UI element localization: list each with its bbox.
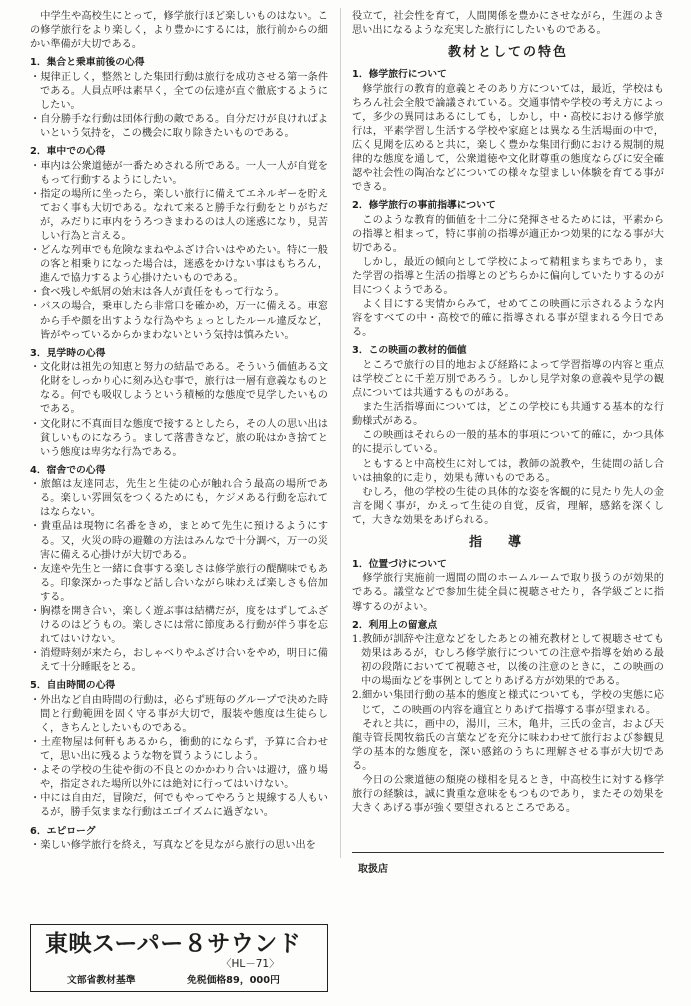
list-item: ・ バスの場合，乗車したら非常口を確かめ，万一に備える。車窓から手や顔を出すような行為やちょっとしたルール違反など，皆がやっているからかまわないという気持は慎みたい。 — [30, 300, 328, 342]
section-heading-on-train: 2．車中での心得 — [30, 146, 106, 158]
body-paragraph: 今日の公衆道徳の頽廃の様相を見るとき，中高校生に対する修学旅行の経験は，誠に貴重な意味をもつものであり，またその効果を大きくあげる事が強く要望されるところである。 — [352, 774, 664, 815]
body-paragraph: よく目にする実情からみて，せめてこの映画に示されるような内容をすべての中・高校で的確に指導される事が望まれる今日である。 — [352, 299, 664, 339]
body-paragraph: むしろ，他の学校の生徒の具体的な姿を客観的に見たり先人の金言を聞く事が，かえって生徒の自覚，反省，理解，感銘を深くして，大きな効果をあげられる。 — [352, 486, 664, 526]
numbered-item: 1.教師が訓辞や注意などをしたあとの補充教材として視聴させても効果はあるが，むしろ修学旅行についての注意や指導を始める最初の段階においてて視聴させ，以後の注意のときに，この映画の中の場面などを事例としてとりあげる方が効果的である。 — [352, 634, 664, 688]
body-paragraph: しかし，最近の傾向として学校によって精粗まちまちであり，また学習の指導と生活の指導とのどちらかに偏向していたりするのが目につくようである。 — [352, 256, 664, 297]
list-item: ・ 貴重品は現物に名番をきめ，まとめて先生に預けるようにする。又，火災の時の避難の方法はみんなで十分調べ，万一の災害に備える心掛けが大切である。 — [30, 520, 328, 562]
product-title: 東映スーパー８サウンド — [45, 931, 302, 957]
body-paragraph: この映画はそれらの一般的基本的事項について的確に，かつ具体的に提示している。 — [352, 430, 664, 456]
product-box — [30, 924, 328, 992]
list-item: ・ 楽しい修学旅行を終え，写真などを見ながら旅行の思い出を — [30, 839, 328, 853]
list-item: ・ 文化財は祖先の知恵と努力の結晶である。そういう価値ある文化財をしっかり心に刻み込む事で，旅行は一層有意義なものとなる。何でも吸収しようという積極的な態度で見学したいものである。 — [30, 361, 328, 417]
section-heading-lodging: 4．宿舎での心得 — [30, 464, 106, 476]
column-divider — [340, 8, 341, 858]
list-item: ・ 指定の場所に坐ったら，楽しい旅行に備えてエネルギーを貯えておく事も大切である。なれて来ると勝手な行動をとりがちだが，みだりに車内をうろつきまわるのは人の迷惑になり，見苦しい行為と言える。 — [30, 188, 328, 244]
lead-paragraph: 役立て，社会性を育て，人間関係を豊かにさせながら，生涯のよき思い出になるような充実した旅行にしたいものである。 — [352, 11, 664, 37]
body-paragraph: このような教育的価値を十二分に発揮させるためには，平素からの指導と相まって，特に事前の指導が適正かつ効果的になる事が大切である。 — [352, 214, 664, 254]
list-item: ・ 外出など自由時間の行動は，必らず班毎のグループで決めた時間と行動範囲を固く守る事が大切で，服装や態度は生徒らしく，きちんとしたいものである。 — [30, 694, 328, 736]
intro-paragraph: 中学生や高校生にとって，修学旅行ほど楽しいものはない。この修学旅行をより楽しく，より豊かにするには，旅行前からの細かい準備が大切である。 — [30, 11, 328, 51]
section-heading-sightseeing: 3．見学時の心得 — [30, 347, 106, 359]
list-item: ・ よその学校の生徒や街の不良とのかかわり合いは避け，盛り場や，指定された場所以外には絶対に行ってはいけない。 — [30, 764, 328, 792]
numbered-item: 2.細かい集団行動の基本的態度と様式についても，学校の実態に応じて，この映画の内容を適宜とりあげて指導する事が望まれる。 — [352, 690, 664, 716]
subheading-pre-guidance: 2．修学旅行の事前指導について — [352, 200, 496, 212]
footer-rule — [352, 852, 664, 853]
subheading-about-trip: 1．修学旅行について — [352, 69, 447, 81]
list-item: ・ どんな列車でも危険なまねやふざけ合いはやめたい。特に一般の客と相乗りになった場合は，迷惑をかけない事はもちろん，進んで協力するよう心掛けたいものである。 — [30, 244, 328, 286]
right-column — [352, 10, 664, 816]
list-item: ・ 胸襟を開き合い，楽しく遊ぶ事は結構だが，度をはずしてふざけるのはどうもの。楽しさには常に節度ある行動が伴う事を忘れてはいけない。 — [30, 605, 328, 647]
list-item: ・ 車内は公衆道徳が一番ためされる所である。一人一人が自覚をもって行動するようにしたい。 — [30, 160, 328, 188]
price-label: 免税価格89，000円 — [187, 975, 280, 986]
product-code: 〈HL－71〉 — [221, 958, 280, 970]
subheading-usage-notes: 2．利用上の留意点 — [352, 619, 438, 631]
section-heading-gathering: 1．集合と乗車前後の心得 — [30, 57, 145, 69]
body-paragraph: ところで旅行の目的地および経路によって学習指導の内容と重点は学校ごとに千差万別であろう。しかし見学対象の意義や見学の観点については共通するものがある。 — [352, 359, 664, 400]
body-paragraph: それと共に，画中の，湯川，三木，亀井，三氏の金言，および天龍寺管長関牧翁氏の言葉などを充分に味わわせて旅行および参観見学の基本的な態度を，深い感銘のうちに理解させる事が大切である。 — [352, 718, 664, 772]
ministry-standard: 文部省教材基準 — [67, 975, 136, 986]
body-paragraph: また生活指導面については，どこの学校にも共通する基本的な行動様式がある。 — [352, 402, 664, 428]
section-heading-free-time: 5．自由時間の心得 — [30, 680, 116, 692]
subheading-film-value: 3．この映画の教材的価値 — [352, 345, 467, 357]
list-item: ・ 中には自由だ，冒険だ，何でもやってやろうと規線する人もいるが，勝手気ままな行動はエゴイズムに過ぎない。 — [30, 792, 328, 820]
left-column — [30, 10, 328, 853]
body-paragraph: ともすると中高校生に対しては，教師の説教や，生徒間の話し合いは抽象的に走り，効果も薄いものである。 — [352, 458, 664, 484]
list-item: ・ 土産物屋は何軒もあるから，衝動的にならず，予算に合わせて，思い出に残るような物を買うようにしよう。 — [30, 736, 328, 764]
list-item: ・ 消燈時刻が来たら，おしゃべりやふざけ合いをやめ，明日に備えて十分睡眠をとる。 — [30, 647, 328, 675]
body-paragraph: 修学旅行の教育的意義とそのあり方については，最近，学校はもちろん社会全般で論議されている。交通事情や学校の考え方によって，多少の異同はあるにしても，しかし，中・高校における修学旅行は，平素学習し生活する学校や家庭とは異なる生活場面の中で，広く見聞を広めると共に，楽しく豊かな集団行動における規制的規律的な態度を通して，公衆道徳や文化財尊重の態度ならびに安全確認や社会性の陶冶などについての様々な望ましい体験を育てる事ができる。 — [352, 83, 664, 194]
heading-features: 教材としての特色 — [447, 45, 568, 61]
list-item: ・ 自分勝手な行動は団体行動の敵である。自分だけが良ければよいという気持を，この機会に取り除きたいものである。 — [30, 113, 328, 141]
section-heading-epilogue: 6．エピローグ — [30, 825, 96, 837]
body-paragraph: 修学旅行実施前一週間の間のホームルームで取り扱うのが効果的である。議堂などで参加生徒全員に視聴させたり，各学級ごとに指導するのがよい。 — [352, 573, 664, 613]
list-item: ・ 文化財に不真面目な態度で接するとしたら，その人の思い出は貧しいものになろう。まして落書きなど，旅の恥はかき捨てという態度は卑劣な行為である。 — [30, 418, 328, 460]
list-item: ・ 食べ残しや紙屑の始末は各人が責任をもって行なう。 — [30, 286, 328, 300]
subheading-positioning: 1．位置づけについて — [352, 558, 447, 570]
handling-store-label: 取扱店 — [358, 864, 388, 875]
list-item: ・ 旅館は友達同志，先生と生徒の心が触れ合う最高の場所である。楽しい雰囲気をつくるためにも，ケジメある行動を忘れてはならない。 — [30, 478, 328, 520]
list-item: ・ 友達や先生と一緒に食事する楽しさは修学旅行の醍醐味でもある。印象深かった事など話し合いながら味わえば楽しさも倍加する。 — [30, 563, 328, 605]
list-item: ・ 規律正しく，整然とした集団行動は旅行を成功させる第一条件である。人員点呼は素早く，全ての伝達が直ぐ徹底するようにしたい。 — [30, 71, 328, 113]
heading-guidance: 指導 — [468, 534, 547, 550]
